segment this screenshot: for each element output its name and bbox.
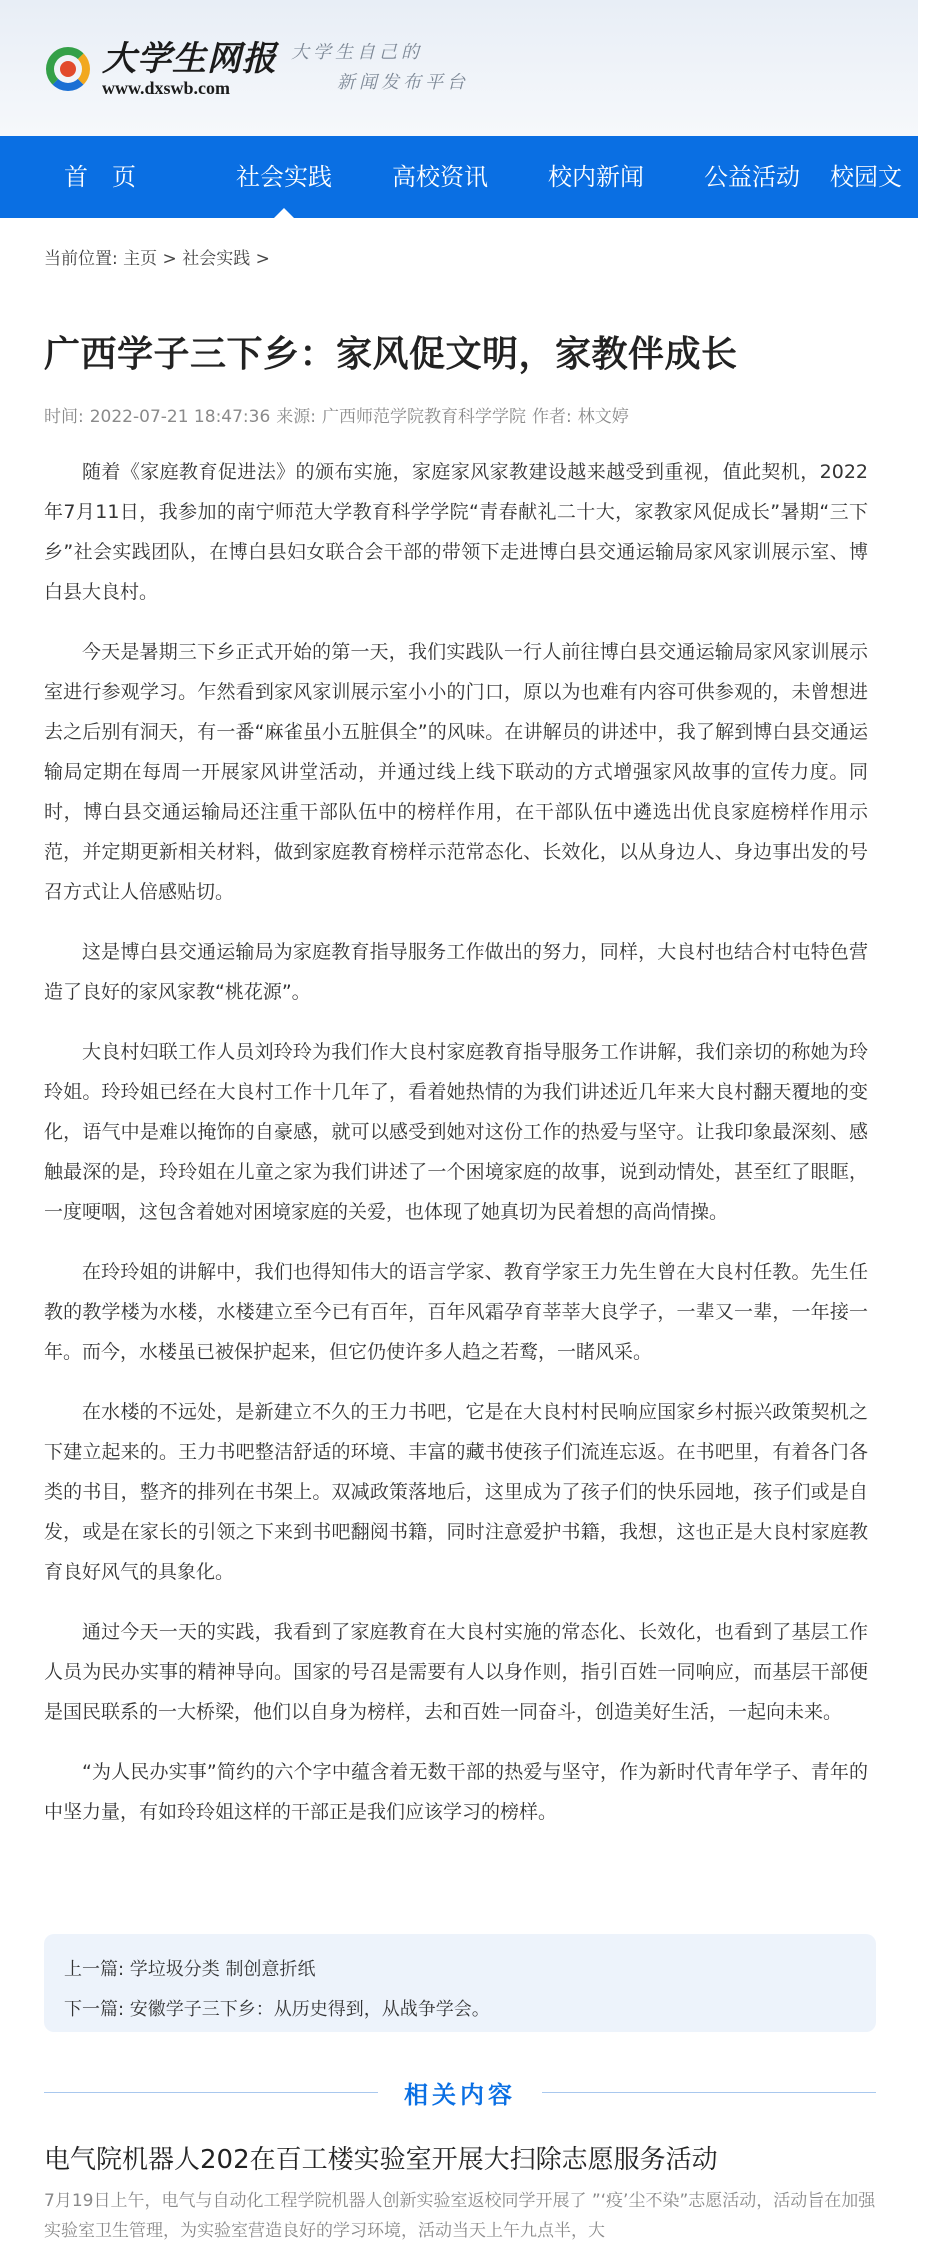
article-paragraph: 随着《家庭教育促进法》的颁布实施，家庭家风家教建设越来越受到重视，值此契机，2022年7月11日，我参加的南宁师范大学教育科学学院“青春献礼二十大，家教家风促成长”暑期“三下乡”社会实践团队，在博白县妇女联合会干部的带领下走进博白县交通运输局家风家训展示室、博白县大良村。 — [44, 461, 868, 603]
nav-list — [0, 136, 918, 218]
article-paragraph: 在水楼的不远处，是新建立不久的王力书吧，它是在大良村村民响应国家乡村振兴政策契机之下建立起来的。王力书吧整洁舒适的环境、丰富的藏书使孩子们流连忘返。在书吧里，有着各门各类的书目，整齐的排列在书架上。双减政策落地后，这里成为了孩子们的快乐园地，孩子们或是自发，或是在家长的引领之下来到书吧翻阅书籍，同时注意爱护书籍，我想，这也正是大良村家庭教育良好风气的具象化。 — [44, 1401, 868, 1583]
logo-url: www.dxswb.com — [102, 77, 231, 98]
breadcrumb — [44, 244, 270, 269]
meta-source: 广西师范学院教育科学学院 — [322, 407, 527, 427]
site-slogan — [291, 38, 469, 98]
article-paragraph: 这是博白县交通运输局为家庭教育指导服务工作做出的努力，同样，大良村也结合村屯特色营造了良好的家风家教“桃花源”。 — [44, 941, 868, 1003]
logo-emblem-icon — [44, 43, 94, 93]
meta-author: 林文婷 — [577, 407, 629, 427]
nav-item[interactable]: 校园文 — [830, 163, 902, 191]
nav-item[interactable]: 公益活动 — [704, 163, 800, 191]
meta-author-label: 作者: — [532, 407, 572, 427]
next-label: 下一篇: — [64, 1999, 130, 2020]
prev-article-link[interactable]: 学垃圾分类 制创意折纸 — [129, 1959, 316, 1980]
related-divider-right — [542, 2092, 876, 2093]
next-article-link[interactable]: 安徽学子三下乡：从历史得到，从战争学会。 — [129, 1999, 490, 2020]
nav-item[interactable]: 高校资讯 — [392, 163, 488, 191]
article-body — [44, 452, 868, 1852]
related-divider-left — [44, 2092, 378, 2093]
prev-article — [64, 1950, 856, 1990]
article-paragraph: “为人民办实事”简约的六个字中蕴含着无数干部的热爱与坚守，作为新时代青年学子、青年的中坚力量，有如玲玲姐这样的干部正是我们应该学习的榜样。 — [44, 1761, 868, 1823]
site-logo[interactable] — [44, 38, 469, 98]
logo-name: 大学生网报 — [102, 38, 277, 79]
meta-time: 2022-07-21 18:47:36 — [89, 407, 271, 427]
prev-label: 上一篇: — [64, 1959, 130, 1980]
logo-text — [102, 40, 277, 97]
nav-item[interactable]: 首 页 — [64, 163, 136, 191]
site-header — [0, 0, 918, 136]
article-paragraph: 大良村妇联工作人员刘玲玲为我们作大良村家庭教育指导服务工作讲解，我们亲切的称她为玲玲姐。玲玲姐已经在大良村工作十几年了，看着她热情的为我们讲述近几年来大良村翻天覆地的变化，语气中是难以掩饰的自豪感，就可以感受到她对这份工作的热爱与坚守。让我印象最深刻、感触最深的是，玲玲姐在儿童之家为我们讲述了一个困境家庭的故事，说到动情处，甚至红了眼眶，一度哽咽，这包含着她对困境家庭的关爱，也体现了她真切为民着想的高尚情操。 — [44, 1041, 868, 1223]
article-paragraph: 通过今天一天的实践，我看到了家庭教育在大良村实施的常态化、长效化，也看到了基层工作人员为民办实事的精神导向。国家的号召是需要有人以身作则，指引百姓一同响应，而基层干部便是国民联系的一大桥梁，他们以自身为榜样，去和百姓一同奋斗，创造美好生活，一起向未来。 — [44, 1621, 868, 1723]
slogan-line-1: 大学生自己的 — [291, 42, 423, 63]
related-item-title[interactable]: 电气院机器人202在百工楼实验室开展大扫除志愿服务活动 — [44, 2145, 718, 2175]
prev-next-box — [44, 1934, 876, 2032]
related-heading-text: 相关内容 — [404, 2080, 516, 2109]
article-paragraph: 今天是暑期三下乡正式开始的第一天，我们实践队一行人前往博白县交通运输局家风家训展示室进行参观学习。乍然看到家风家训展示室小小的门口，原以为也难有内容可供参观的，未曾想进去之后别有洞天，有一番“麻雀虽小五脏俱全”的风味。在讲解员的讲述中，我了解到博白县交通运输局定期在每周一开展家风讲堂活动，并通过线上线下联动的方式增强家风故事的宣传力度。同时，博白县交通运输局还注重干部队伍中的榜样作用，在干部队伍中遴选出优良家庭榜样作用示范，并定期更新相关材料，做到家庭教育榜样示范常态化、长效化，以从身边人、身边事出发的号召方式让人倍感贴切。 — [44, 641, 868, 903]
next-article — [64, 1990, 856, 2030]
breadcrumb-home-link[interactable]: 主页 — [123, 249, 158, 269]
article-title: 广西学子三下乡：家风促文明，家教伴成长 — [44, 334, 738, 375]
breadcrumb-separator: > — [157, 249, 183, 269]
related-item-desc: 7月19日上午，电气与自动化工程学院机器人创新实验室返校同学开展了 ”‘疫’尘不染”志愿活动，活动旨在加强实验室卫生管理，为实验室营造良好的学习环境，活动当天上午九点半，大 — [44, 2191, 876, 2241]
meta-source-label: 来源: — [276, 407, 317, 427]
slogan-line-2: 新闻发布平台 — [337, 72, 469, 93]
breadcrumb-section-link[interactable]: 社会实践 — [182, 249, 251, 269]
nav-item[interactable]: 社会实践 — [206, 136, 362, 218]
breadcrumb-prefix: 当前位置: — [44, 249, 124, 269]
meta-time-label: 时间: — [44, 407, 84, 427]
article-paragraph: 在玲玲姐的讲解中，我们也得知伟大的语言学家、教育学家王力先生曾在大良村任教。先生任教的教学楼为水楼，水楼建立至今已有百年，百年风霜孕育莘莘大良学子，一辈又一辈，一年接一年。而今，水楼虽已被保护起来，但它仍使许多人趋之若鹜，一睹风采。 — [44, 1261, 868, 1363]
nav-item[interactable]: 校内新闻 — [548, 163, 644, 191]
related-heading — [44, 2072, 876, 2112]
related-item — [44, 2140, 876, 2246]
main-nav — [0, 136, 918, 218]
article-meta — [44, 402, 635, 427]
breadcrumb-tail: > — [250, 249, 270, 269]
